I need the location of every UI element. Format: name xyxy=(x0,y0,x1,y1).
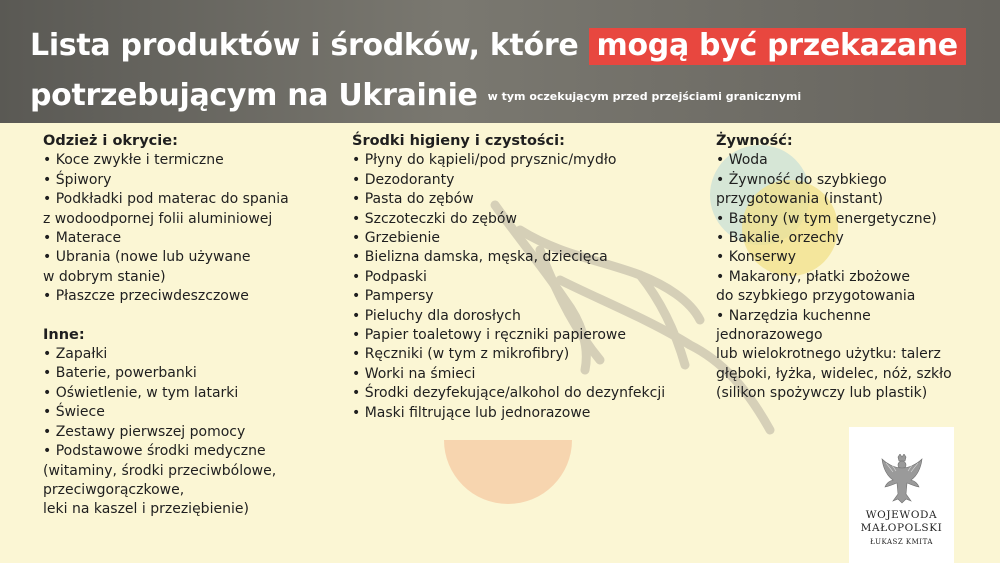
title-highlight: mogą być przekazane xyxy=(589,28,966,65)
list-item: • Grzebienie xyxy=(352,230,441,247)
list-item: • Woda xyxy=(716,152,768,169)
list-item: • Narzędzia kuchenne jednorazowego lub wielokrotnego użytku: talerz głęboki, łyżka, widelec, nóż, szkło (silikon spożywczy lub plastik) xyxy=(716,307,952,402)
section-title-clothing: Odzież i okrycie: xyxy=(43,133,178,149)
list-item: • Worki na śmieci xyxy=(352,365,476,382)
header-banner xyxy=(0,0,1000,123)
column-left xyxy=(43,132,333,520)
list-item: • Koce zwykłe i termiczne xyxy=(43,152,224,169)
list-item: • Ręczniki (w tym z mikrofibry) xyxy=(352,346,570,363)
list-item: • Płaszcze przeciwdeszczowe xyxy=(43,288,249,305)
list-item: • Baterie, powerbanki xyxy=(43,365,197,382)
list-item: • Podpaski xyxy=(352,268,427,285)
logo-text-wojewoda: WOJEWODA xyxy=(865,509,938,521)
decor-peach-semicircle xyxy=(444,440,572,504)
subtitle: w tym oczekującym przed przejściami granicznymi xyxy=(487,90,802,103)
title-part-1: Lista produktów i środków, które xyxy=(30,28,589,63)
list-item: • Maski filtrujące lub jednorazowe xyxy=(352,404,591,421)
list-item: • Podstawowe środki medyczne (witaminy, środki przeciwbólowe, przeciwgorączkowe, leki na kaszel i przeziębienie) xyxy=(43,443,277,518)
list-item: • Pampersy xyxy=(352,288,434,305)
title-part-2: potrzebującym na Ukrainie xyxy=(30,78,478,113)
list-item: • Płyny do kąpieli/pod prysznic/mydło xyxy=(352,152,617,169)
column-middle xyxy=(352,132,682,423)
list-item: • Ubrania (nowe lub używane w dobrym stanie) xyxy=(43,249,251,285)
list-item: • Bielizna damska, męska, dziecięca xyxy=(352,249,608,266)
list-item: • Materace xyxy=(43,230,122,247)
list-item: • Papier toaletowy i ręczniki papierowe xyxy=(352,327,626,344)
list-item: • Batony (w tym energetyczne) xyxy=(716,210,937,227)
list-item: • Makarony, płatki zbożowe do szybkiego przygotowania xyxy=(716,268,916,305)
title-line-2 xyxy=(30,78,801,113)
list-item: • Oświetlenie, w tym latarki xyxy=(43,384,239,401)
white-eagle-emblem-icon xyxy=(881,454,923,504)
list-item: • Śpiwory xyxy=(43,171,112,188)
column-right xyxy=(716,132,956,404)
list-item: • Świece xyxy=(43,404,105,421)
list-item: • Środki dezyfekujące/alkohol do dezynfekcji xyxy=(352,385,666,402)
logo-text-malopolski: MAŁOPOLSKI xyxy=(860,522,943,534)
list-item: • Szczoteczki do zębów xyxy=(352,210,517,227)
list-item: • Pasta do zębów xyxy=(352,191,474,208)
list-item: • Zapałki xyxy=(43,346,108,363)
list-item: • Pieluchy dla dorosłych xyxy=(352,307,521,324)
logo-text-name: ŁUKASZ KMITA xyxy=(870,538,933,546)
voivode-logo xyxy=(849,427,954,563)
list-item: • Konserwy xyxy=(716,249,797,266)
list-item: • Bakalie, orzechy xyxy=(716,230,844,247)
list-item: • Żywność do szybkiego przygotowania (instant) xyxy=(716,171,887,208)
list-item: • Dezodoranty xyxy=(352,171,455,188)
list-item: • Zestawy pierwszej pomocy xyxy=(43,423,246,440)
section-title-food: Żywność: xyxy=(716,133,793,149)
title-line-1 xyxy=(30,28,966,63)
list-item: • Podkładki pod materac do spania z wodoodpornej folii aluminiowej xyxy=(43,191,289,227)
section-title-other: Inne: xyxy=(43,326,85,343)
section-title-hygiene: Środki higieny i czystości: xyxy=(352,133,565,149)
